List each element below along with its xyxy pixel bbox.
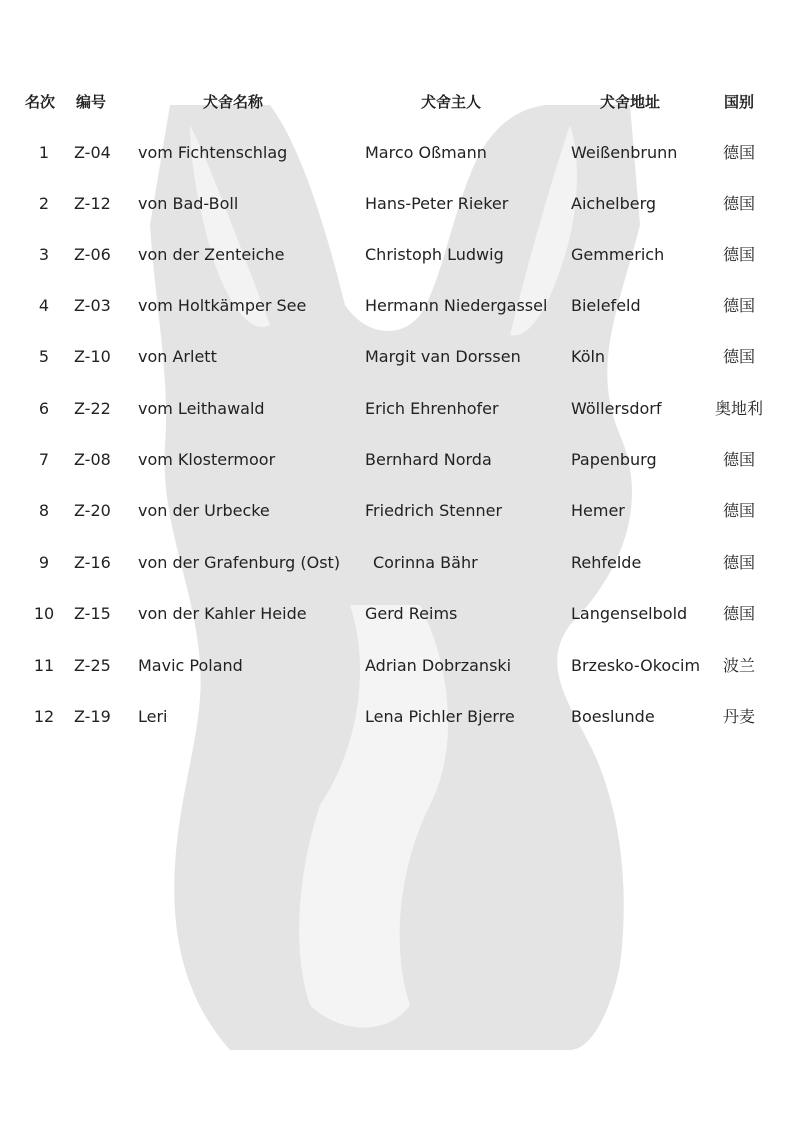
table-row [0,397,800,421]
header-rank: 名次 [24,93,55,111]
header-code: 编号 [76,93,107,111]
table-row [0,654,800,678]
rank-cell: 7 [38,450,50,469]
address-cell: Köln [571,347,606,366]
table-row [0,551,800,575]
rank-cell: 10 [33,604,55,623]
country-cell: 德国 [722,553,755,572]
kennel-cell: Leri [138,707,168,726]
country-cell: 德国 [722,296,755,315]
address-cell: Bielefeld [571,296,641,315]
address-cell: Weißenbrunn [571,143,678,162]
table-row [0,141,800,165]
address-cell: Papenburg [571,450,657,469]
code-cell: Z-25 [74,656,111,675]
table-row [0,345,800,369]
code-cell: Z-08 [74,450,111,469]
rank-cell: 12 [33,707,55,726]
table-row [0,705,800,729]
code-cell: Z-16 [74,553,111,572]
owner-cell: Christoph Ludwig [365,245,504,264]
code-cell: Z-19 [74,707,111,726]
country-cell: 德国 [722,245,755,264]
kennel-cell: vom Leithawald [138,399,265,418]
kennel-cell: vom Holtkämper See [138,296,307,315]
code-cell: Z-20 [74,501,111,520]
country-cell: 德国 [722,450,755,469]
address-cell: Rehfelde [571,553,642,572]
country-cell: 丹麦 [722,707,755,726]
owner-cell: Adrian Dobrzanski [365,656,512,675]
address-cell: Wöllersdorf [571,399,662,418]
country-cell: 奥地利 [714,399,763,418]
table-row [0,602,800,626]
address-cell: Langenselbold [571,604,688,623]
table-row [0,448,800,472]
country-cell: 波兰 [722,656,755,675]
country-cell: 德国 [722,604,755,623]
address-cell: Aichelberg [571,194,657,213]
rank-cell: 1 [38,143,50,162]
country-cell: 德国 [722,194,755,213]
header-kennel: 犬舍名称 [203,93,264,111]
kennel-cell: vom Fichtenschlag [138,143,288,162]
kennel-cell: von der Grafenburg (Ost) [138,553,341,572]
header-address: 犬舍地址 [600,93,661,111]
rank-cell: 11 [33,656,55,675]
code-cell: Z-04 [74,143,111,162]
country-cell: 德国 [722,143,755,162]
code-cell: Z-12 [74,194,111,213]
kennel-cell: von der Zenteiche [138,245,285,264]
rank-cell: 9 [38,553,50,572]
rank-cell: 3 [38,245,50,264]
owner-cell: Gerd Reims [365,604,458,623]
owner-cell: Marco Oßmann [365,143,487,162]
code-cell: Z-03 [74,296,111,315]
table-row [0,192,800,216]
table-row [0,499,800,523]
kennel-cell: Mavic Poland [138,656,243,675]
header-owner: 犬舍主人 [421,93,482,111]
code-cell: Z-10 [74,347,111,366]
owner-cell: Corinna Bähr [373,553,478,572]
rank-cell: 6 [38,399,50,418]
address-cell: Boeslunde [571,707,655,726]
owner-cell: Friedrich Stenner [365,501,503,520]
address-cell: Brzesko-Okocim [571,656,701,675]
code-cell: Z-15 [74,604,111,623]
code-cell: Z-22 [74,399,111,418]
table-row [0,294,800,318]
kennel-cell: von der Kahler Heide [138,604,307,623]
country-cell: 德国 [722,347,755,366]
kennel-cell: vom Klostermoor [138,450,276,469]
table-header [0,90,800,114]
kennel-cell: von Bad-Boll [138,194,239,213]
address-cell: Gemmerich [571,245,665,264]
country-cell: 德国 [722,501,755,520]
owner-cell: Lena Pichler Bjerre [365,707,515,726]
header-country: 国别 [723,93,754,111]
address-cell: Hemer [571,501,625,520]
owner-cell: Erich Ehrenhofer [365,399,499,418]
owner-cell: Hermann Niedergassel [365,296,548,315]
code-cell: Z-06 [74,245,111,264]
owner-cell: Margit van Dorssen [365,347,521,366]
table-row [0,243,800,267]
owner-cell: Hans-Peter Rieker [365,194,509,213]
rank-cell: 4 [38,296,50,315]
kennel-cell: von der Urbecke [138,501,270,520]
rank-cell: 5 [38,347,50,366]
owner-cell: Bernhard Norda [365,450,492,469]
rank-cell: 2 [38,194,50,213]
rank-cell: 8 [38,501,50,520]
kennel-cell: von Arlett [138,347,217,366]
